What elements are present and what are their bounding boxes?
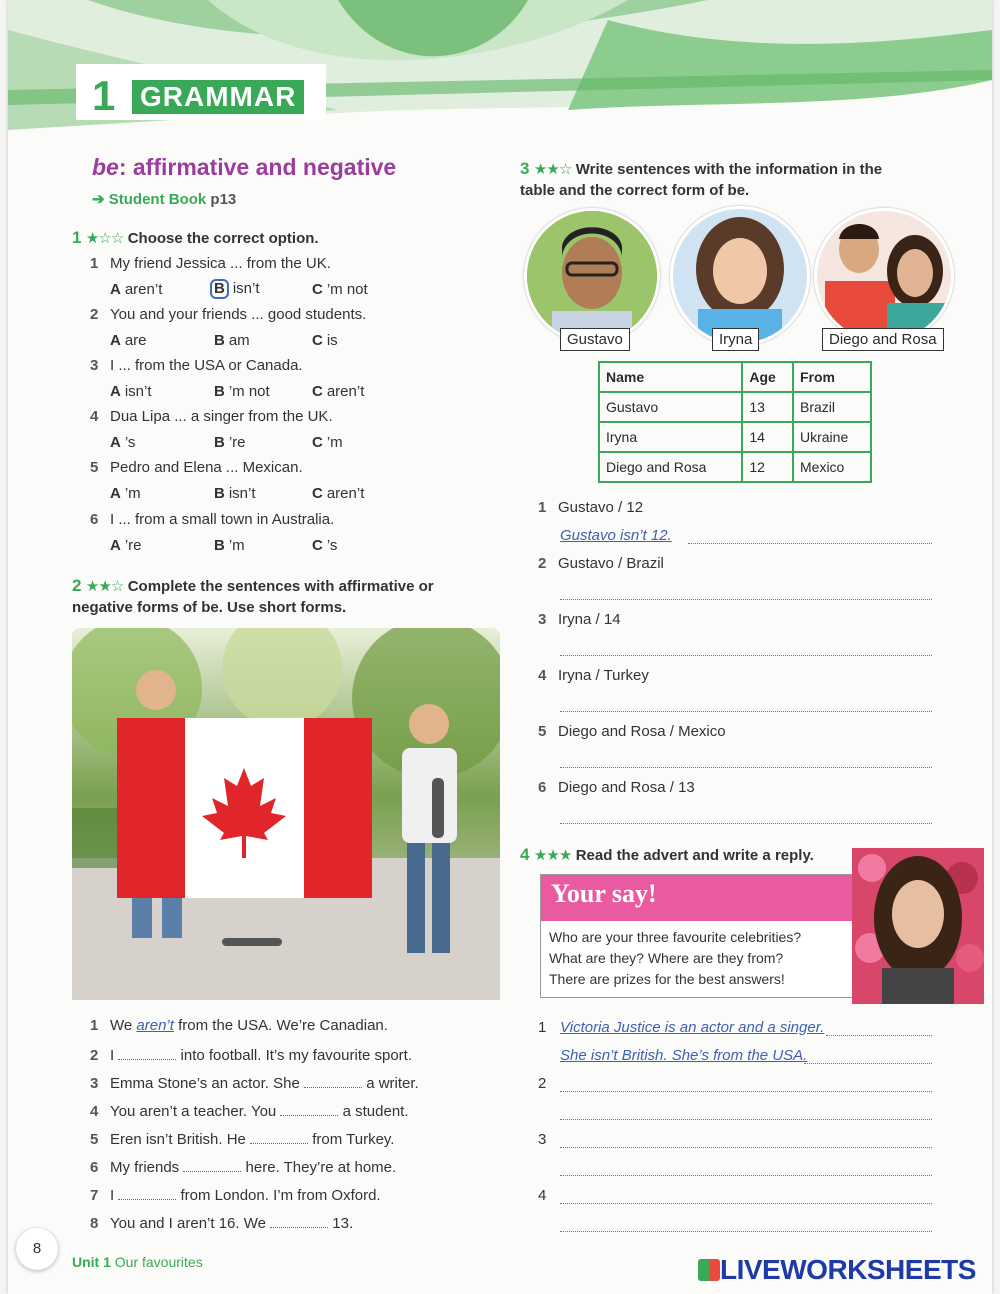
liveworksheets-logo[interactable] — [698, 1254, 976, 1286]
ex1-option-a[interactable]: A ’re — [110, 537, 142, 554]
answer-line[interactable] — [560, 1231, 932, 1232]
ex2-answer[interactable]: aren’t — [136, 1017, 174, 1034]
cell: Mexico — [793, 452, 871, 482]
ex2-item: 2 I into football. It’s my favourite sport. — [90, 1047, 413, 1064]
ex1-item: 4 Dua Lipa ... a singer from the UK. — [90, 408, 333, 425]
table-row — [599, 422, 871, 452]
ex1-instruction: Choose the correct option. — [127, 230, 319, 247]
ex2-blank-input[interactable] — [118, 1185, 176, 1200]
portrait-diego-and-rosa — [814, 208, 954, 344]
ex2-stars-icon: ★★☆ — [85, 578, 124, 595]
reference-label: Student Book — [108, 191, 207, 208]
ex3-prompt: 6 Diego and Rosa / 13 — [538, 779, 695, 796]
ex1-option-b-selected[interactable]: B isn’t — [210, 279, 260, 299]
logo-text: LIVEWORKSHEETS — [720, 1254, 976, 1285]
ex3-answer-1[interactable]: Gustavo isn’t 12. — [560, 527, 672, 544]
ex2-blank-input[interactable] — [270, 1213, 328, 1228]
ex1-option-a[interactable]: A aren’t — [110, 281, 163, 298]
answer-line[interactable] — [560, 1147, 932, 1148]
ex2-blank-input[interactable] — [118, 1045, 176, 1060]
ex3-prompt: 2 Gustavo / Brazil — [538, 555, 664, 572]
ex1-option-b[interactable]: B am — [214, 332, 250, 349]
ex1-option-c[interactable]: C ’m — [312, 434, 343, 451]
advert-box — [540, 874, 862, 998]
selected-circle: B — [210, 279, 229, 299]
canada-flag-photo — [72, 628, 500, 1000]
ex2-blank-input[interactable] — [183, 1157, 241, 1172]
ex1-option-b[interactable]: B isn’t — [214, 485, 256, 502]
logo-squares-icon — [698, 1259, 720, 1281]
advert-body — [541, 921, 861, 996]
answer-line[interactable] — [804, 1063, 932, 1064]
advert-line: There are prizes for the best answers! — [549, 971, 785, 987]
ex1-item: 3 I ... from the USA or Canada. — [90, 357, 303, 374]
ex2-blank-input[interactable] — [304, 1073, 362, 1088]
ex1-number: 1 — [72, 228, 82, 247]
ex1-item: 1 My friend Jessica ... from the UK. — [90, 255, 331, 272]
table-row — [599, 392, 871, 422]
ex1-item: 6 I ... from a small town in Australia. — [90, 511, 335, 528]
ex3-instruction: Write sentences with the information in the table and the correct form of be. — [520, 161, 883, 199]
ex2-item: 7 I from London. I’m from Oxford. — [90, 1187, 381, 1204]
ex1-option-c[interactable]: C is — [312, 332, 338, 349]
ex3-prompt: 4 Iryna / Turkey — [538, 667, 649, 684]
portrait-iryna — [670, 206, 810, 346]
cell: Iryna — [599, 422, 742, 452]
ex4-header — [520, 845, 814, 865]
info-table — [598, 361, 872, 483]
ex3-prompt: 5 Diego and Rosa / Mexico — [538, 723, 726, 740]
ex3-header — [520, 158, 910, 201]
ex1-option-c[interactable]: C ’s — [312, 537, 338, 554]
ex1-option-b[interactable]: B ’m not — [214, 383, 270, 400]
worksheet-page — [8, 0, 992, 1294]
ex1-option-c[interactable]: C ’m not — [312, 281, 368, 298]
ex1-option-b[interactable]: B ’re — [214, 434, 246, 451]
answer-line[interactable] — [560, 767, 932, 768]
section-title-rest: : affirmative and negative — [118, 154, 397, 180]
answer-line[interactable] — [688, 543, 932, 544]
ex1-option-a[interactable]: A isn’t — [110, 383, 152, 400]
ex1-option-a[interactable]: A are — [110, 332, 147, 349]
ex4-instruction: Read the advert and write a reply. — [575, 847, 814, 864]
ex1-item: 5 Pedro and Elena ... Mexican. — [90, 459, 303, 476]
ex1-header — [72, 228, 319, 248]
celebrity-photo — [852, 848, 984, 1004]
answer-line[interactable] — [560, 599, 932, 600]
portrait-gustavo — [524, 208, 660, 344]
unit-title: GRAMMAR — [132, 80, 304, 114]
section-title-be: be — [92, 154, 119, 180]
ex1-item: 2 You and your friends ... good students. — [90, 306, 367, 323]
cell: Gustavo — [599, 392, 742, 422]
ex2-item: 8 You and I aren’t 16. We 13. — [90, 1215, 354, 1232]
ex2-blank-input[interactable] — [250, 1129, 308, 1144]
label-diego-and-rosa: Diego and Rosa — [822, 328, 944, 351]
advert-title: Your say! — [541, 875, 861, 921]
answer-line[interactable] — [560, 1175, 932, 1176]
student-book-reference — [92, 190, 236, 208]
answer-line[interactable] — [560, 1091, 932, 1092]
answer-line[interactable] — [560, 711, 932, 712]
th-age: Age — [742, 362, 793, 392]
ex4-number: 4 — [520, 845, 530, 864]
ex2-item: 3 Emma Stone’s an actor. She a writer. — [90, 1075, 419, 1092]
section-title — [92, 154, 396, 181]
ex2-item: 1 We aren’t from the USA. We’re Canadian. — [90, 1017, 388, 1034]
ex1-option-a[interactable]: A ’s — [110, 434, 136, 451]
ex2-item: 4 You aren’t a teacher. You a student. — [90, 1103, 409, 1120]
ex3-prompt: 3 Iryna / 14 — [538, 611, 621, 628]
footer-unit-label: Unit 1 — [72, 1254, 111, 1270]
ex3-number: 3 — [520, 159, 530, 178]
label-iryna: Iryna — [712, 328, 759, 351]
answer-line[interactable] — [826, 1035, 932, 1036]
ex4-number-2: 2 — [538, 1075, 547, 1092]
ex1-stars-icon: ★☆☆ — [85, 230, 124, 247]
cell: 13 — [742, 392, 793, 422]
advert-line: Who are your three favourite celebrities? — [549, 929, 802, 945]
ex3-prompt: 1 Gustavo / 12 — [538, 499, 644, 516]
answer-line[interactable] — [560, 1119, 932, 1120]
ex2-instruction: Complete the sentences with affirmative or negative forms of be. Use short forms. — [72, 578, 434, 616]
ex1-option-c[interactable]: C aren’t — [312, 383, 365, 400]
ex4-answer-line-1[interactable]: Victoria Justice is an actor and a singer. — [560, 1019, 825, 1036]
ex4-answer-line-2[interactable]: She isn’t British. She’s from the USA. — [560, 1047, 808, 1064]
ex2-item: 5 Eren isn’t British. He from Turkey. — [90, 1131, 395, 1148]
table-row — [599, 452, 871, 482]
footer-unit — [72, 1254, 203, 1270]
unit-number: 1 — [92, 72, 116, 119]
ex2-number: 2 — [72, 576, 82, 595]
ex2-header — [72, 575, 482, 618]
ex1-option-c[interactable]: C aren’t — [312, 485, 365, 502]
ex2-item: 6 My friends here. They’re at home. — [90, 1159, 397, 1176]
ex4-number-4: 4 — [538, 1187, 547, 1204]
reference-page: p13 — [210, 191, 237, 208]
answer-line[interactable] — [560, 823, 932, 824]
label-gustavo: Gustavo — [560, 328, 630, 351]
ex4-number-3: 3 — [538, 1131, 547, 1148]
ex2-blank-input[interactable] — [280, 1101, 338, 1116]
cell: 14 — [742, 422, 793, 452]
footer-unit-name: Our favourites — [114, 1254, 203, 1270]
cell: Brazil — [793, 392, 871, 422]
th-name: Name — [599, 362, 742, 392]
cell: Diego and Rosa — [599, 452, 742, 482]
page-number: 8 — [16, 1228, 58, 1270]
cell: 12 — [742, 452, 793, 482]
ex1-option-a[interactable]: A ’m — [110, 485, 141, 502]
ex4-stars-icon: ★★★ — [533, 847, 572, 864]
arrow-circle-icon: ➔ — [92, 191, 105, 208]
th-from: From — [793, 362, 871, 392]
answer-line[interactable] — [560, 655, 932, 656]
advert-line: What are they? Where are they from? — [549, 950, 784, 966]
ex4-number-1: 1 — [538, 1019, 547, 1036]
ex1-option-b[interactable]: B ’m — [214, 537, 245, 554]
table-header-row — [599, 362, 871, 392]
ex3-stars-icon: ★★☆ — [533, 161, 572, 178]
answer-line[interactable] — [560, 1203, 932, 1204]
cell: Ukraine — [793, 422, 871, 452]
